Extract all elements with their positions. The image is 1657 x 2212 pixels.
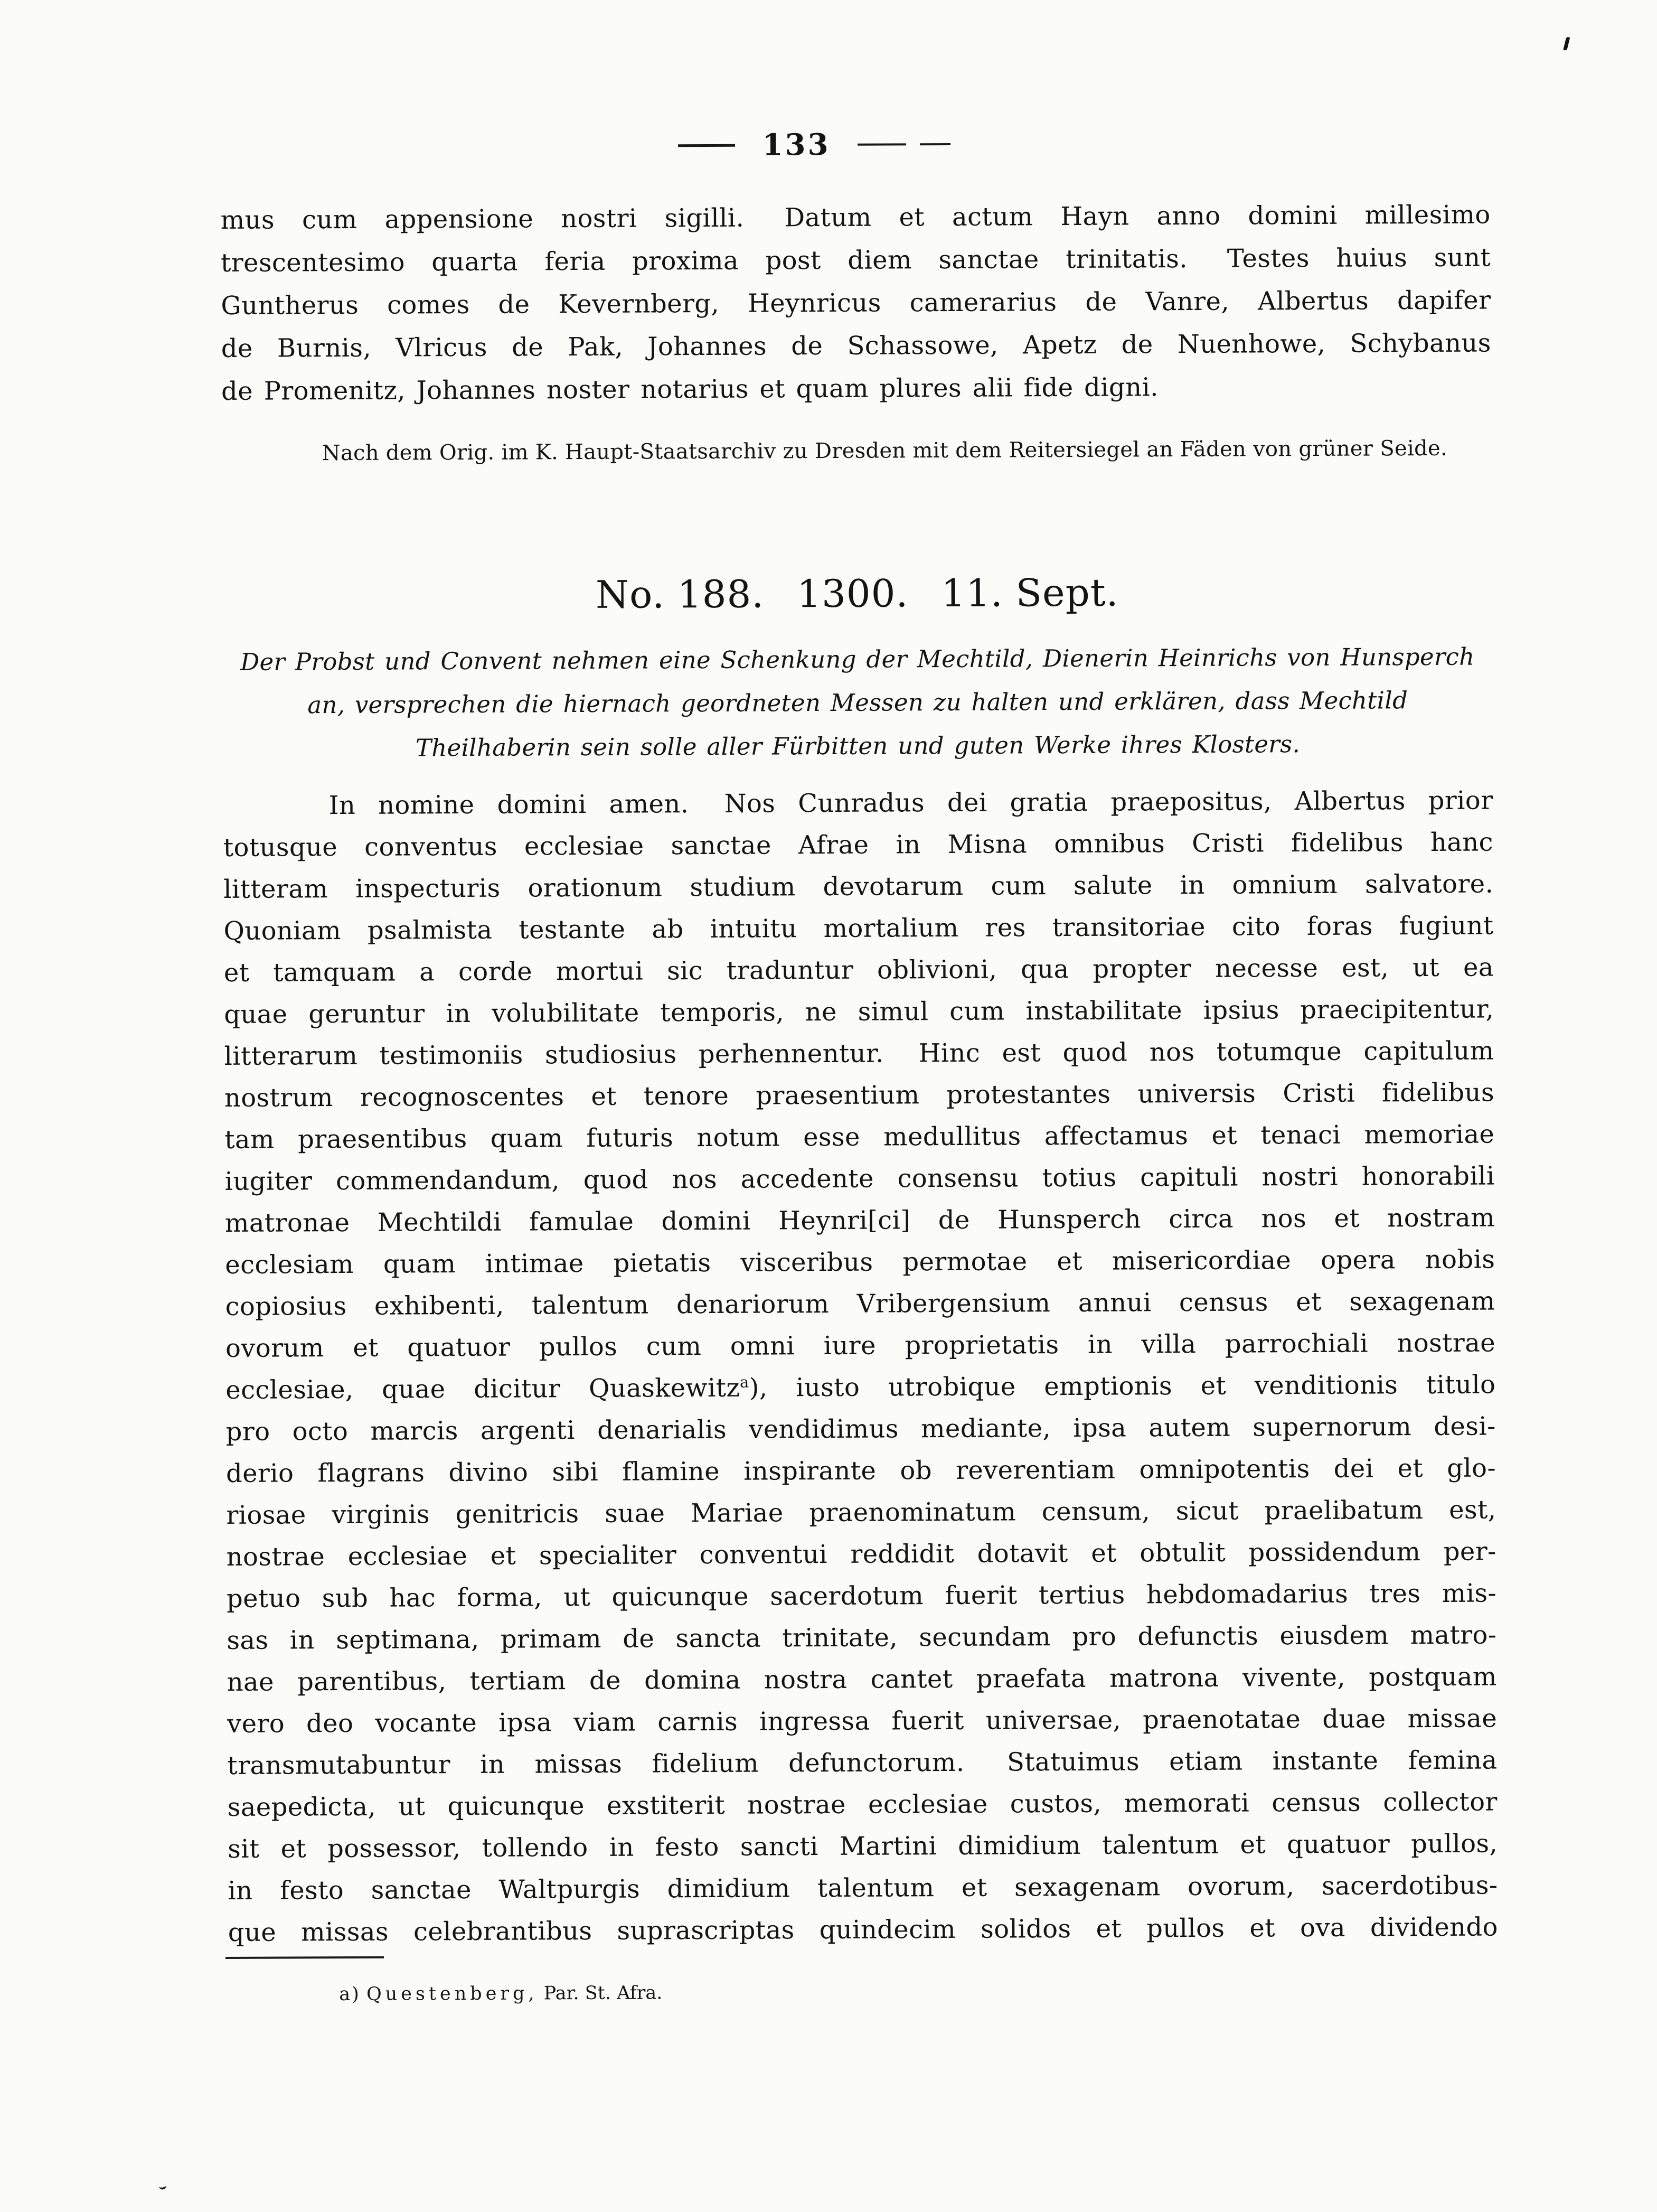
ink-speck xyxy=(158,2183,167,2190)
text-line: quae geruntur in volubilitate temporis, ne simul cum instabilitate ipsius praecipitentur, xyxy=(224,994,1494,1029)
text-line: de Burnis, Vlricus de Pak, Johannes de Schassowe, Apetz de Nuenhowe, Schybanus xyxy=(221,328,1491,364)
source-note: Nach dem Orig. im K. Haupt-Staatsarchiv zu Dresden mit dem Reitersiegel an Fäden von grüner Seide. xyxy=(322,436,1448,466)
text-line: Guntherus comes de Kevernberg, Heynricus camerarius de Vanre, Albertus dapifer xyxy=(221,285,1491,321)
text-line: transmutabuntur in missas fidelium defunctorum. Statuimus etiam instante femina xyxy=(227,1745,1498,1780)
text-line: sit et possessor, tollendo in festo sancti Martini dimidium talentum et quatuor pullos, xyxy=(228,1829,1498,1864)
text-line: iugiter commendandum, quod nos accedente consensu totius capituli nostri honorabili xyxy=(224,1161,1495,1196)
text-line-with-footnote-ref xyxy=(225,1364,1495,1411)
text-line: ovorum et quatuor pullos cum omni iure proprietatis in villa parrochiali nostrae xyxy=(225,1328,1496,1363)
summary-line: Theilhaberin sein solle aller Fürbitten und guten Werke ihres Klosters. xyxy=(415,730,1301,762)
text-line: et tamquam a corde mortui sic traduntur oblivioni, qua propter necesse est, ut ea xyxy=(223,952,1494,988)
footnote xyxy=(228,1976,1609,2008)
text-line: in festo sanctae Waltpurgis dimidium talentum et sexagenam ovorum, sacerdotibus- xyxy=(228,1870,1498,1906)
entry-heading xyxy=(222,567,1492,621)
text-segment: ), iusto utrobique emptionis et venditionis titulo xyxy=(749,1370,1496,1403)
text-line: totusque conventus ecclesiae sanctae Afrae in Misna omnibus Cristi fidelibus hanc xyxy=(223,827,1493,863)
text-line: pro octo marcis argenti denarialis vendidimus mediante, ipsa autem supernorum desi- xyxy=(225,1411,1496,1447)
footnote-place-name: Questenberg, xyxy=(366,1983,538,2005)
text-line: de Promenitz, Johannes noster notarius et quam plures alii fide digni. xyxy=(221,372,1159,407)
text-line: litterarum testimoniis studiosius perhennentur. Hinc est quod nos totumque capitulum xyxy=(224,1036,1494,1071)
text-line: nae parentibus, tertiam de domina nostra cantet praefata matrona vivente, postquam xyxy=(227,1662,1497,1697)
text-line: ecclesiam quam intimae pietatis visceribus permotae et misericordiae opera nobis xyxy=(225,1244,1495,1280)
entry-year: 1300. xyxy=(797,571,909,616)
footnote-marker: a) xyxy=(339,1983,361,2005)
header-rule-right xyxy=(858,143,907,145)
entry-number: No. 188. xyxy=(595,571,765,617)
text-line: tam praesentibus quam futuris notum esse medullitus affectamus et tenaci memoriae xyxy=(224,1119,1495,1155)
text-line: vero deo vocante ipsa viam carnis ingressa fuerit universae, praenotatae duae missae xyxy=(227,1703,1498,1739)
summary-line: an, versprechen die hiernach geordneten Messen zu halten und erklären, dass Mechtild xyxy=(307,686,1408,719)
text-line: Quoniam psalmista testante ab intuitu mortalium res transitoriae cito foras fugiunt xyxy=(223,911,1494,946)
text-line: riosae virginis genitricis suae Mariae praenominatum censum, sicut praelibatum est, xyxy=(226,1495,1496,1530)
text-line: mus cum appensione nostri sigilli. Datum et actum Hayn anno domini millesimo xyxy=(220,200,1491,236)
entry-summary xyxy=(222,635,1493,771)
text-line: sas in septimana, primam de sancta trinitate, secundam pro defunctis eiusdem matro- xyxy=(227,1620,1497,1655)
continuation-paragraph xyxy=(221,194,1492,413)
ink-speck xyxy=(1563,36,1570,51)
summary-line: Der Probst und Convent nehmen eine Schenkung der Mechtild, Dienerin Heinrichs von Hunsperch xyxy=(240,642,1475,676)
text-line: copiosius exhibenti, talentum denariorum Vribergensium annui census et sexagenam xyxy=(225,1286,1495,1321)
text-line: derio flagrans divino sibi flamine inspirante ob reverentiam omnipotentis dei et glo- xyxy=(225,1453,1496,1488)
header-rule-left xyxy=(678,144,735,146)
text-line: trescentesimo quarta feria proxima post diem sanctae trinitatis. Testes huius sunt xyxy=(220,242,1491,278)
entry-body xyxy=(223,780,1498,1954)
text-line: litteram inspecturis orationum studium devotarum cum salute in omnium salvatore. xyxy=(223,869,1494,904)
page-number: 133 xyxy=(762,127,831,163)
footnote-ref-a: a xyxy=(739,1373,749,1391)
footnote-text: Par. St. Afra. xyxy=(543,1982,663,2004)
footnote-separator xyxy=(225,1956,384,1959)
text-line: matronae Mechtildi famulae domini Heynri[ci] de Hunsperch circa nos et nostram xyxy=(224,1203,1495,1238)
text-line: saepedicta, ut quicunque exstiterit nostrae ecclesiae custos, memorati census collector xyxy=(227,1787,1498,1822)
header-rule-right-2 xyxy=(920,143,951,145)
page-header xyxy=(0,126,1633,163)
text-segment: ecclesiae, quae dicitur Quaskewitz xyxy=(225,1373,740,1405)
text-line: petuo sub hac forma, ut quicunque sacerdotum fuerit tertius hebdomadarius tres mis- xyxy=(226,1578,1497,1614)
text-line: que missas celebrantibus suprascriptas quindecim solidos et pullos et ova dividendo xyxy=(228,1912,1498,1947)
text-line: nostrae ecclesiae et specialiter conventui reddidit dotavit et obtulit possidendum per- xyxy=(226,1536,1496,1572)
text-line: In nomine domini amen. Nos Cunradus dei gratia praepositus, Albertus prior xyxy=(328,785,1493,821)
entry-date: 11. Sept. xyxy=(941,570,1119,616)
text-line: nostrum recognoscentes et tenore praesentium protestantes universis Cristi fidelibus xyxy=(224,1077,1495,1113)
